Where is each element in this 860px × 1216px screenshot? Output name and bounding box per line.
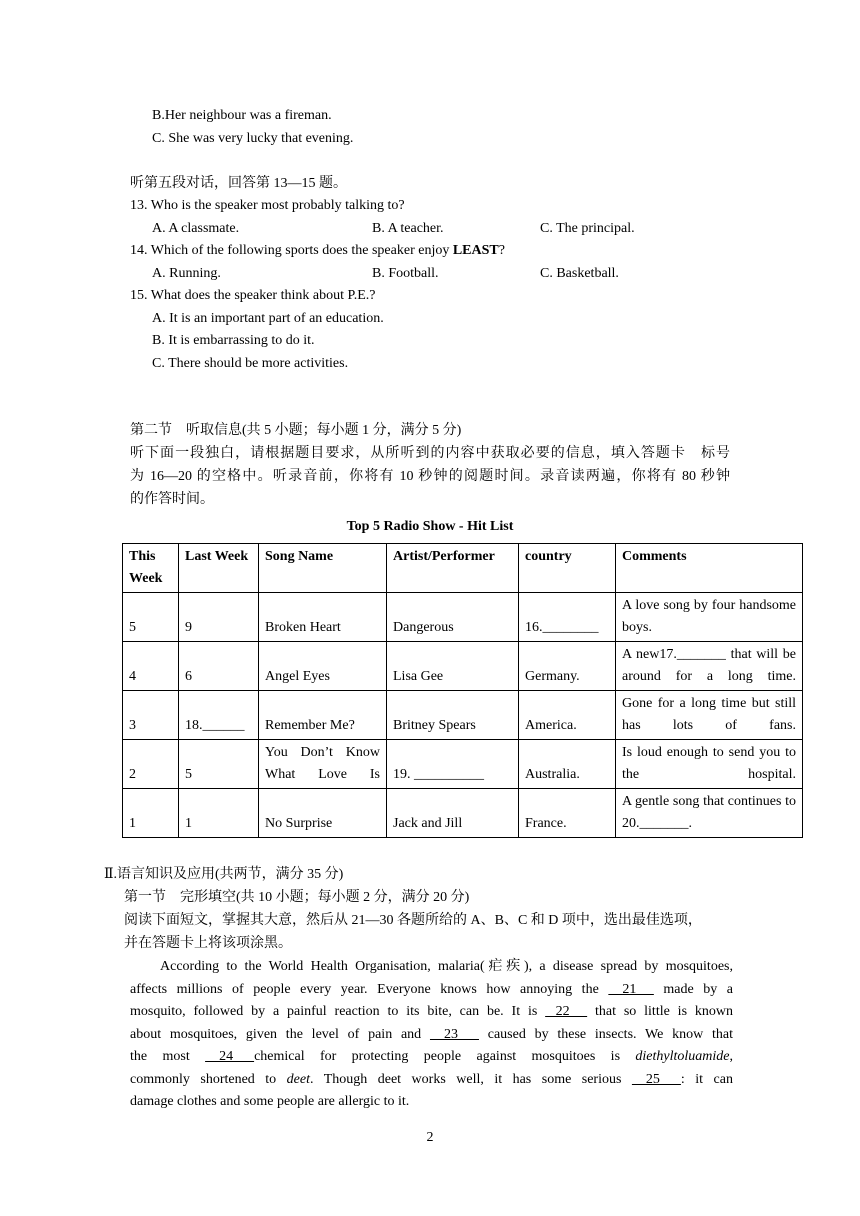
q13-option-b: B. A teacher. (372, 221, 444, 236)
comment-text: A love song by four handsome boys. (622, 598, 796, 635)
cell-comments (616, 691, 803, 740)
q14-stem-end: ? (498, 243, 505, 258)
part3-instruction-line1: 阅读下面短文，掌握其大意，然后从 21—30 各题所给的 A、B、C 和 D 项中，选出最佳选项， (124, 913, 702, 928)
cell-this-week: 5 (123, 593, 179, 642)
header-song-name: Song Name (259, 544, 387, 593)
passage-text: that so little is known (587, 1004, 733, 1019)
passage-italic-term: deet (286, 1071, 310, 1087)
blank-22: 22 (545, 1004, 588, 1019)
cell-artist: 19. __________ (387, 740, 519, 789)
blank-24: 24 (205, 1049, 255, 1064)
passage-line-6 (130, 1069, 733, 1092)
cell-this-week: 1 (123, 789, 179, 838)
cloze-passage (130, 956, 733, 1114)
cell-comments (616, 740, 803, 789)
blank-23: 23 (429, 1026, 479, 1042)
section5-intro: 听第五段对话，回答第 13—15 题。 (130, 176, 347, 191)
table-row (123, 593, 803, 642)
q12-option-c: C. She was very lucky that evening. (152, 131, 354, 146)
table-title: Top 5 Radio Show - Hit List (346, 519, 514, 534)
header-this-week: This Week (123, 544, 179, 593)
hit-list-table (122, 543, 803, 838)
q15-stem: 15. What does the speaker think about P.E.? (130, 288, 376, 303)
q15-option-b: B. It is embarrassing to do it. (152, 333, 315, 348)
q13-stem: 13. Who is the speaker most probably talking to? (130, 198, 405, 213)
blank-21: 21 (608, 981, 654, 997)
q14-stem (130, 241, 505, 261)
passage-text: affects millions of people every year. Everyone knows how annoying the (130, 981, 609, 997)
comment-text: Is loud enough to send you to the hospital. (622, 745, 796, 782)
q15-option-a: A. It is an important part of an education. (152, 311, 384, 326)
passage-line-1: According to the World Health Organisation, malaria(疟疾), a disease spread by mosquitoes, (160, 959, 733, 974)
cell-song-name: Remember Me? (259, 691, 387, 740)
cell-country: 16.________ (519, 593, 616, 642)
passage-text: mosquito, followed by a painful reaction to its bite, can be. It is (130, 1004, 546, 1019)
cell-last-week: 6 (179, 642, 259, 691)
cell-song-name: Broken Heart (259, 593, 387, 642)
cell-country: America. (519, 691, 616, 740)
q12-option-b: B.Her neighbour was a fireman. (152, 108, 332, 123)
passage-line-5 (130, 1046, 733, 1069)
song-name-text: You Don’t Know What Love Is (265, 745, 380, 782)
table-header-row (123, 544, 803, 593)
part2-instruction-line1 (130, 444, 730, 464)
table-row (123, 691, 803, 740)
blank-25: 25 (631, 1071, 681, 1087)
header-country: country (519, 544, 616, 593)
passage-line-2 (130, 979, 733, 1002)
comment-text: A new17._______ that will be around for a long time. (622, 647, 796, 684)
cell-this-week: 4 (123, 642, 179, 691)
cell-artist: Britney Spears (387, 691, 519, 740)
header-comments: Comments (616, 544, 803, 593)
passage-italic-term: diethyltoluamide (635, 1049, 730, 1064)
passage-text: chemical for protecting people against mosquitoes is (254, 1049, 636, 1064)
cell-last-week: 9 (179, 593, 259, 642)
cell-this-week: 3 (123, 691, 179, 740)
part2-instruction-line2 (130, 467, 730, 487)
passage-line-4 (130, 1024, 733, 1047)
passage-text: , (729, 1049, 733, 1064)
part2-heading: 第二节 听取信息(共 5 小题；每小题 1 分，满分 5 分) (130, 423, 462, 438)
part3-subheading: 第一节 完形填空(共 10 小题；每小题 2 分，满分 20 分) (124, 890, 470, 905)
cell-last-week: 18.______ (179, 691, 259, 740)
q14-stem-emphasis: LEAST (452, 243, 499, 258)
passage-line-3 (130, 1001, 733, 1024)
part3-heading: Ⅱ.语言知识及应用(共两节，满分 35 分) (104, 867, 344, 882)
cell-artist: Lisa Gee (387, 642, 519, 691)
q13-option-a: A. A classmate. (152, 221, 240, 236)
passage-line-7: damage clothes and some people are allergic to it. (130, 1094, 410, 1109)
header-artist: Artist/Performer (387, 544, 519, 593)
comment-text: A gentle song that continues to 20._______. (622, 794, 796, 831)
part2-instruction-line3: 的作答时间。 (130, 492, 214, 507)
cell-last-week: 5 (179, 740, 259, 789)
cell-comments (616, 642, 803, 691)
passage-text: caused by these insects. We know that (478, 1026, 733, 1042)
passage-text: made by a (653, 981, 734, 997)
cell-comments (616, 593, 803, 642)
cell-country: France. (519, 789, 616, 838)
cell-artist: Jack and Jill (387, 789, 519, 838)
cell-artist: Dangerous (387, 593, 519, 642)
cell-country: Germany. (519, 642, 616, 691)
q14-stem-text: 14. Which of the following sports does the speaker enjoy (130, 243, 453, 258)
part3-instruction-line2: 并在答题卡上将该项涂黑。 (124, 936, 292, 951)
cell-song-name (259, 740, 387, 789)
part2-instruction-text1: 听下面一段独白，请根据题目要求，从所听到的内容中获取必要的信息，填入答题卡 标号 (130, 446, 730, 461)
passage-text: commonly shortened to (130, 1071, 287, 1087)
passage-text: . Though deet works well, it has some serious (309, 1071, 632, 1087)
table-row (123, 789, 803, 838)
cell-this-week: 2 (123, 740, 179, 789)
cell-country: Australia. (519, 740, 616, 789)
cell-song-name: No Surprise (259, 789, 387, 838)
q14-option-c: C. Basketball. (540, 266, 619, 281)
header-last-week: Last Week (179, 544, 259, 593)
passage-text: the most (130, 1049, 206, 1064)
q14-option-a: A. Running. (152, 266, 221, 281)
q13-option-c: C. The principal. (540, 221, 635, 236)
table-row (123, 740, 803, 789)
table-row (123, 642, 803, 691)
q15-option-c: C. There should be more activities. (152, 356, 349, 371)
cell-song-name: Angel Eyes (259, 642, 387, 691)
passage-text: about mosquitoes, given the level of pain and (130, 1026, 430, 1042)
passage-text: : it can (680, 1071, 733, 1087)
q14-option-b: B. Football. (372, 266, 439, 281)
part2-instruction-text2: 为 16—20 的空格中。听录音前，你将有 10 秒钟的阅题时间。录音读两遍，你将有 80 秒钟 (130, 469, 730, 484)
comment-text: Gone for a long time but still has lots of fans. (622, 696, 796, 733)
cell-last-week: 1 (179, 789, 259, 838)
page-number: 2 (426, 1130, 434, 1145)
cell-comments (616, 789, 803, 838)
